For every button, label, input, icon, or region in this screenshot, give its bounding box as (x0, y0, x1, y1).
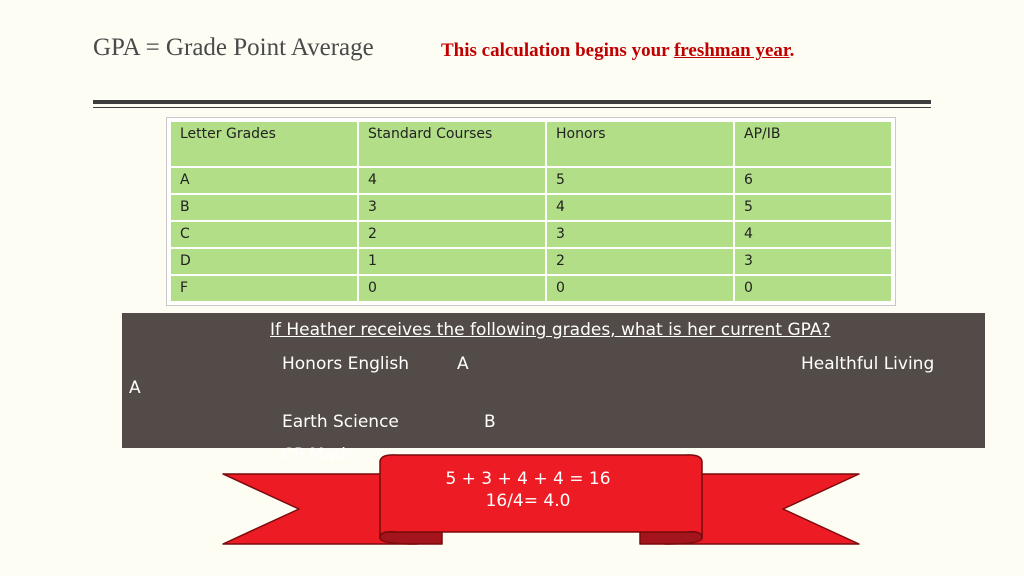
course-label: Healthful Living (801, 354, 935, 374)
table-cell: 1 (358, 248, 546, 275)
course-grade: B (484, 412, 496, 432)
subtitle-text: This calculation begins your (441, 40, 674, 61)
course-grade: A (129, 378, 141, 398)
grade-table-frame (166, 117, 896, 306)
table-cell: 6 (734, 167, 892, 194)
course-label: Honors English (282, 354, 409, 374)
table-row (170, 194, 892, 221)
page-subtitle (441, 40, 794, 62)
table-row (170, 248, 892, 275)
table-cell: B (170, 194, 358, 221)
header-honors: Honors (546, 121, 734, 167)
table-header-row (170, 121, 892, 167)
header-ap-ib: AP/IB (734, 121, 892, 167)
table-cell: 3 (358, 194, 546, 221)
header-standard-courses: Standard Courses (358, 121, 546, 167)
table-cell: 4 (358, 167, 546, 194)
table-cell: 3 (734, 248, 892, 275)
table-cell: 2 (546, 248, 734, 275)
table-row (170, 275, 892, 302)
table-row (170, 167, 892, 194)
table-cell: 5 (546, 167, 734, 194)
course-label: CP Math (282, 445, 353, 465)
course-grade: A (457, 354, 469, 374)
subtitle-period: . (789, 40, 795, 61)
table-cell: 4 (546, 194, 734, 221)
ribbon-left-fold (380, 532, 442, 544)
table-cell: F (170, 275, 358, 302)
table-cell: A (170, 167, 358, 194)
divider-thick (93, 100, 931, 104)
table-cell: 2 (358, 221, 546, 248)
table-cell: 0 (546, 275, 734, 302)
answer-sum: 5 + 3 + 4 + 4 = 16 (445, 469, 611, 489)
subtitle-emphasis: freshman year (673, 40, 790, 61)
question-box (122, 313, 985, 465)
table-cell: 3 (546, 221, 734, 248)
table-cell: D (170, 248, 358, 275)
divider-thin (93, 107, 931, 108)
table-cell: 0 (734, 275, 892, 302)
table-cell: 4 (734, 221, 892, 248)
header-letter-grades: Letter Grades (170, 121, 358, 167)
ribbon-right-fold (640, 532, 702, 544)
table-cell: 5 (734, 194, 892, 221)
table-cell: C (170, 221, 358, 248)
page-title: GPA = Grade Point Average (93, 34, 374, 61)
answer-gpa: 16/4= 4.0 (485, 491, 571, 511)
answer-text (380, 468, 676, 512)
grade-points-table (169, 120, 893, 303)
question-text: If Heather receives the following grades, what is her current GPA? (270, 320, 831, 340)
course-label: Earth Science (282, 412, 399, 432)
table-row (170, 221, 892, 248)
table-cell: 0 (358, 275, 546, 302)
